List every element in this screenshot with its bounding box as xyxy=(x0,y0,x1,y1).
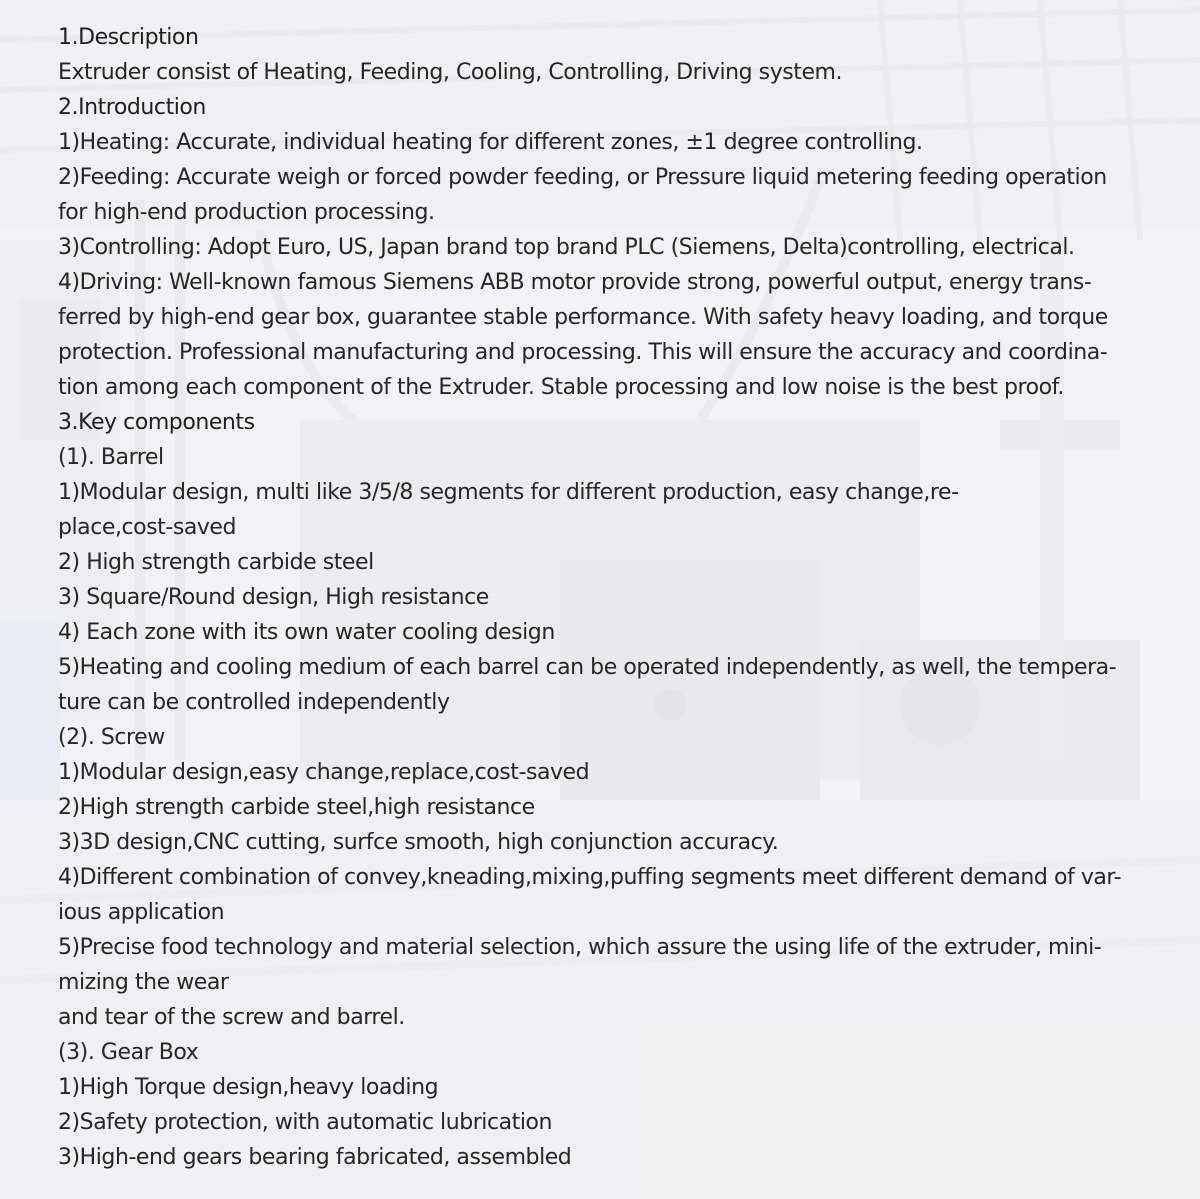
text-line: Extruder consist of Heating, Feeding, Cooling, Controlling, Driving system. xyxy=(58,60,843,85)
text-line: protection. Professional manufacturing and processing. This will ensure the accuracy and coordina- xyxy=(58,340,1108,365)
text-line: place,cost-saved xyxy=(58,515,237,540)
text-line: 3) Square/Round design, High resistance xyxy=(58,585,489,610)
text-line: for high-end production processing. xyxy=(58,200,435,225)
subheading-screw: (2). Screw xyxy=(58,725,165,750)
heading-key-components: 3.Key components xyxy=(58,410,255,435)
description-text-block xyxy=(58,20,1148,1175)
text-line: 2) High strength carbide steel xyxy=(58,550,374,575)
text-line: ious application xyxy=(58,900,225,925)
text-line: 1)High Torque design,heavy loading xyxy=(58,1075,439,1100)
text-line: 2)Feeding: Accurate weigh or forced powder feeding, or Pressure liquid metering feeding operation xyxy=(58,165,1107,190)
text-line: 1)Modular design, multi like 3/5/8 segments for different production, easy change,re- xyxy=(58,480,959,505)
text-line: mizing the wear xyxy=(58,970,229,995)
subheading-gear-box: (3). Gear Box xyxy=(58,1040,199,1065)
text-line: 2)High strength carbide steel,high resistance xyxy=(58,795,535,820)
text-line: and tear of the screw and barrel. xyxy=(58,1005,405,1030)
text-line: 4)Different combination of convey,kneading,mixing,puffing segments meet different demand of var- xyxy=(58,865,1122,890)
text-line: 4) Each zone with its own water cooling design xyxy=(58,620,555,645)
text-line: 3)Controlling: Adopt Euro, US, Japan brand top brand PLC (Siemens, Delta)controlling, electrical. xyxy=(58,235,1075,260)
heading-description: 1.Description xyxy=(58,25,199,50)
text-line: 4)Driving: Well-known famous Siemens ABB motor provide strong, powerful output, energy trans- xyxy=(58,270,1092,295)
text-line: 3)3D design,CNC cutting, surfce smooth, high conjunction accuracy. xyxy=(58,830,779,855)
text-line: tion among each component of the Extruder. Stable processing and low noise is the best proof. xyxy=(58,375,1064,400)
text-line: 1)Heating: Accurate, individual heating for different zones, ±1 degree controlling. xyxy=(58,130,923,155)
text-line: ferred by high-end gear box, guarantee stable performance. With safety heavy loading, and torque xyxy=(58,305,1108,330)
text-line: ture can be controlled independently xyxy=(58,690,450,715)
heading-introduction: 2.Introduction xyxy=(58,95,206,120)
text-line: 5)Precise food technology and material selection, which assure the using life of the extruder, mini- xyxy=(58,935,1102,960)
text-line: 1)Modular design,easy change,replace,cost-saved xyxy=(58,760,590,785)
text-line: 3)High-end gears bearing fabricated, assembled xyxy=(58,1145,572,1170)
text-line: 5)Heating and cooling medium of each barrel can be operated independently, as well, the tempera- xyxy=(58,655,1117,680)
subheading-barrel: (1). Barrel xyxy=(58,445,164,470)
text-line: 2)Safety protection, with automatic lubrication xyxy=(58,1110,552,1135)
